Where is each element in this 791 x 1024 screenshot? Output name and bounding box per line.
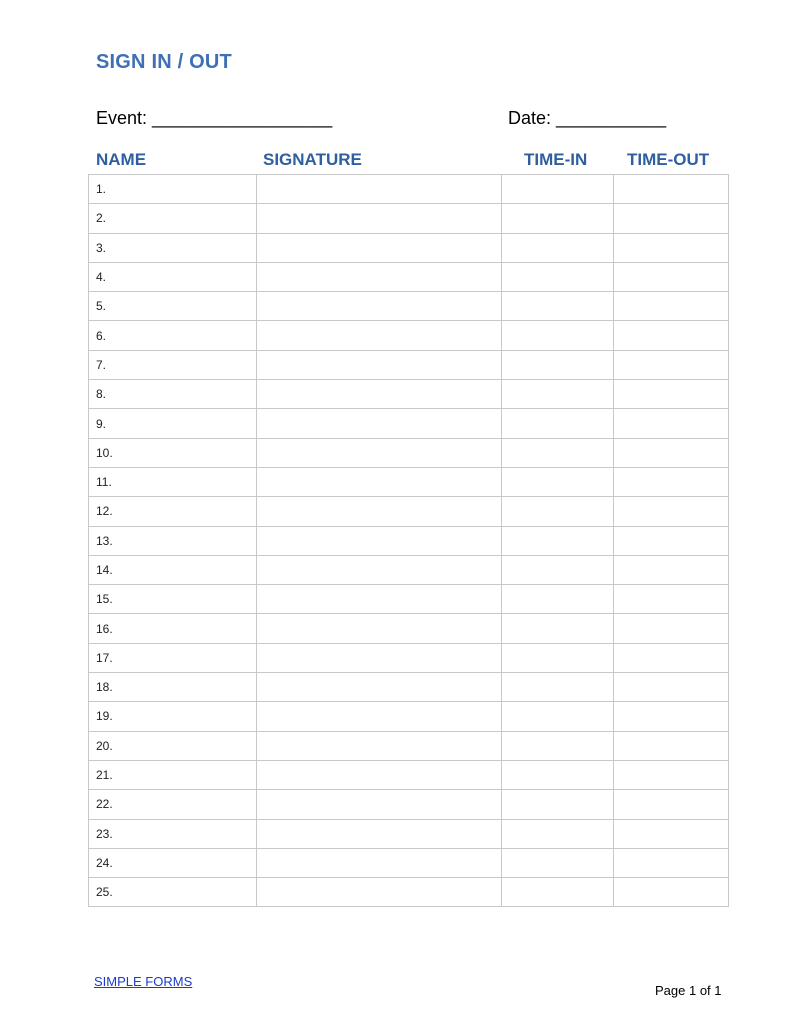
table-row: [89, 760, 729, 789]
name-cell[interactable]: [89, 555, 257, 584]
table-row: [89, 292, 729, 321]
name-cell[interactable]: [89, 878, 257, 907]
name-cell[interactable]: [89, 233, 257, 262]
row-number: 12.: [96, 504, 113, 519]
name-cell[interactable]: [89, 497, 257, 526]
time-out-cell[interactable]: [614, 467, 729, 496]
event-blank-line[interactable]: __________________: [152, 108, 333, 128]
name-cell[interactable]: [89, 848, 257, 877]
row-number: 22.: [96, 797, 113, 812]
time-out-cell[interactable]: [614, 673, 729, 702]
time-in-cell[interactable]: [502, 643, 614, 672]
row-number: 13.: [96, 533, 113, 548]
signature-cell[interactable]: [257, 585, 502, 614]
signature-cell[interactable]: [257, 702, 502, 731]
time-out-cell[interactable]: [614, 350, 729, 379]
time-out-cell[interactable]: [614, 526, 729, 555]
signature-cell[interactable]: [257, 204, 502, 233]
row-number: 4.: [96, 270, 107, 285]
name-cell[interactable]: [89, 292, 257, 321]
row-number: 8.: [96, 387, 107, 402]
time-in-cell[interactable]: [502, 702, 614, 731]
table-row: [89, 497, 729, 526]
row-number: 6.: [96, 328, 107, 343]
column-header-time-out: TIME-OUT: [627, 150, 710, 169]
row-number: 20.: [96, 738, 113, 753]
row-number: 19.: [96, 709, 113, 724]
signature-cell[interactable]: [257, 497, 502, 526]
time-out-cell[interactable]: [614, 175, 729, 204]
time-in-cell[interactable]: [502, 731, 614, 760]
page-title: SIGN IN / OUT: [96, 51, 232, 73]
table-row: [89, 702, 729, 731]
name-cell[interactable]: [89, 731, 257, 760]
signature-cell[interactable]: [257, 760, 502, 789]
name-cell[interactable]: [89, 438, 257, 467]
time-out-cell[interactable]: [614, 497, 729, 526]
time-in-cell[interactable]: [502, 760, 614, 789]
name-cell[interactable]: [89, 614, 257, 643]
time-out-cell[interactable]: [614, 409, 729, 438]
signature-cell[interactable]: [257, 673, 502, 702]
name-cell[interactable]: [89, 262, 257, 291]
time-out-cell[interactable]: [614, 555, 729, 584]
column-header-signature: SIGNATURE: [263, 150, 362, 169]
sign-in-table-body: [89, 175, 729, 907]
time-in-cell[interactable]: [502, 585, 614, 614]
name-cell[interactable]: [89, 467, 257, 496]
row-number: 15.: [96, 592, 113, 607]
row-number: 14.: [96, 563, 113, 577]
row-number: 3.: [96, 240, 107, 255]
time-in-cell[interactable]: [502, 467, 614, 496]
name-cell[interactable]: [89, 702, 257, 731]
time-out-cell[interactable]: [614, 380, 729, 409]
signature-cell[interactable]: [257, 848, 502, 877]
signature-cell[interactable]: [257, 790, 502, 819]
row-number: 25.: [96, 885, 113, 900]
signature-cell[interactable]: [257, 262, 502, 291]
table-row: [89, 467, 729, 496]
time-in-cell[interactable]: [502, 848, 614, 877]
table-row: [89, 204, 729, 233]
signature-cell[interactable]: [257, 321, 502, 350]
table-row: [89, 731, 729, 760]
time-in-cell[interactable]: [502, 673, 614, 702]
row-number: 11.: [96, 475, 112, 490]
name-cell[interactable]: [89, 643, 257, 672]
signature-cell[interactable]: [257, 643, 502, 672]
row-number: 2.: [96, 211, 107, 226]
date-label: Date:: [508, 108, 552, 128]
time-out-cell[interactable]: [614, 204, 729, 233]
table-row: [89, 878, 729, 907]
table-row: [89, 438, 729, 467]
signature-cell[interactable]: [257, 555, 502, 584]
table-row: [89, 819, 729, 848]
signature-cell[interactable]: [257, 409, 502, 438]
time-in-cell[interactable]: [502, 790, 614, 819]
time-in-cell[interactable]: [502, 438, 614, 467]
row-number: 9.: [96, 416, 107, 431]
signature-cell[interactable]: [257, 233, 502, 262]
time-out-cell[interactable]: [614, 614, 729, 643]
time-in-cell[interactable]: [502, 262, 614, 291]
time-out-cell[interactable]: [614, 321, 729, 350]
table-row: [89, 380, 729, 409]
name-cell[interactable]: [89, 760, 257, 789]
signature-cell[interactable]: [257, 175, 502, 204]
signature-cell[interactable]: [257, 731, 502, 760]
name-cell[interactable]: [89, 819, 257, 848]
row-number: 1.: [96, 182, 107, 197]
name-cell[interactable]: [89, 409, 257, 438]
table-row: [89, 673, 729, 702]
time-in-cell[interactable]: [502, 321, 614, 350]
table-row: [89, 262, 729, 291]
table-row: [89, 350, 729, 379]
signature-cell[interactable]: [257, 819, 502, 848]
signature-cell[interactable]: [257, 526, 502, 555]
row-number: 5.: [96, 299, 107, 314]
signature-cell[interactable]: [257, 878, 502, 907]
time-out-cell[interactable]: [614, 731, 729, 760]
row-number: 10.: [96, 445, 113, 460]
time-in-cell[interactable]: [502, 175, 614, 204]
date-blank-line[interactable]: ___________: [556, 108, 667, 128]
row-number: 7.: [96, 357, 107, 372]
date-field: [508, 108, 666, 129]
time-out-cell[interactable]: [614, 702, 729, 731]
signature-cell[interactable]: [257, 292, 502, 321]
name-cell[interactable]: [89, 175, 257, 204]
name-cell[interactable]: [89, 350, 257, 379]
row-number: 24.: [96, 855, 113, 870]
column-header-time-in: TIME-IN: [524, 150, 588, 169]
row-number: 17.: [96, 650, 113, 665]
time-in-cell[interactable]: [502, 878, 614, 907]
name-cell[interactable]: [89, 526, 257, 555]
time-in-cell[interactable]: [502, 380, 614, 409]
time-out-cell[interactable]: [614, 233, 729, 262]
table-row: [89, 526, 729, 555]
table-row: [89, 614, 729, 643]
name-cell[interactable]: [89, 585, 257, 614]
time-in-cell[interactable]: [502, 526, 614, 555]
simple-forms-link[interactable]: SIMPLE FORMS: [94, 974, 193, 989]
page-number: Page 1 of 1: [655, 983, 722, 998]
time-out-cell[interactable]: [614, 878, 729, 907]
name-cell[interactable]: [89, 790, 257, 819]
name-cell[interactable]: [89, 321, 257, 350]
table-row: [89, 790, 729, 819]
row-number: 18.: [96, 680, 113, 695]
table-row: [89, 321, 729, 350]
time-out-cell[interactable]: [614, 848, 729, 877]
time-in-cell[interactable]: [502, 497, 614, 526]
time-out-cell[interactable]: [614, 262, 729, 291]
event-field: [96, 108, 332, 129]
table-row: [89, 175, 729, 204]
row-number: 21.: [96, 768, 113, 783]
time-in-cell[interactable]: [502, 409, 614, 438]
table-row: [89, 585, 729, 614]
name-cell[interactable]: [89, 673, 257, 702]
time-out-cell[interactable]: [614, 292, 729, 321]
time-in-cell[interactable]: [502, 819, 614, 848]
signature-cell[interactable]: [257, 380, 502, 409]
signature-cell[interactable]: [257, 467, 502, 496]
sign-in-table: [88, 174, 729, 907]
time-out-cell[interactable]: [614, 643, 729, 672]
time-in-cell[interactable]: [502, 555, 614, 584]
time-out-cell[interactable]: [614, 438, 729, 467]
time-out-cell[interactable]: [614, 819, 729, 848]
signature-cell[interactable]: [257, 350, 502, 379]
table-row: [89, 848, 729, 877]
row-number: 23.: [96, 826, 113, 841]
signature-cell[interactable]: [257, 614, 502, 643]
signature-cell[interactable]: [257, 438, 502, 467]
table-row: [89, 555, 729, 584]
time-in-cell[interactable]: [502, 614, 614, 643]
time-out-cell[interactable]: [614, 790, 729, 819]
time-in-cell[interactable]: [502, 233, 614, 262]
time-out-cell[interactable]: [614, 585, 729, 614]
table-row: [89, 233, 729, 262]
table-row: [89, 409, 729, 438]
name-cell[interactable]: [89, 204, 257, 233]
time-in-cell[interactable]: [502, 204, 614, 233]
time-in-cell[interactable]: [502, 350, 614, 379]
name-cell[interactable]: [89, 380, 257, 409]
column-header-name: NAME: [96, 150, 147, 169]
row-number: 16.: [96, 621, 113, 636]
time-out-cell[interactable]: [614, 760, 729, 789]
table-row: [89, 643, 729, 672]
event-label: Event:: [96, 108, 148, 128]
time-in-cell[interactable]: [502, 292, 614, 321]
